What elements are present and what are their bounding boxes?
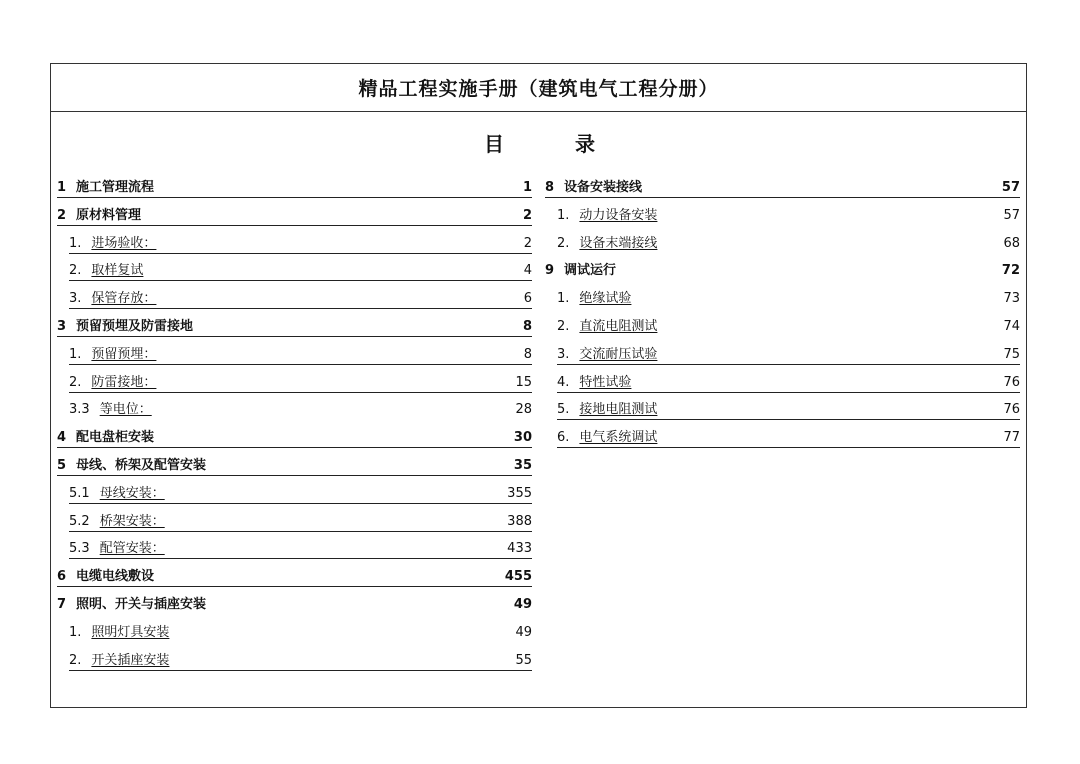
toc-entry-text: 特性试验 (579, 374, 632, 390)
toc-entry-label (69, 651, 169, 671)
toc-entry-label (57, 595, 206, 615)
toc-entry-page: 4 (523, 263, 532, 279)
toc-entry-page: 68 (1003, 235, 1020, 251)
toc-entry-page: 35 (513, 457, 532, 473)
toc-entry-page: 57 (1001, 180, 1020, 195)
toc-heading (51, 128, 1026, 158)
toc-entry-label (69, 345, 156, 365)
toc-entry-page: 30 (513, 430, 532, 446)
toc-entry-page: 2 (522, 207, 532, 223)
toc-entry-text: 母线、桥架及配管安装 (76, 457, 207, 473)
toc-entry-label (69, 373, 156, 393)
toc-heading-left: 目 (484, 132, 504, 156)
document-title: 精品工程实施手册（建筑电气工程分册） (51, 64, 1026, 112)
toc-entry-label (557, 317, 657, 337)
toc-entry-number: 5. (557, 402, 570, 418)
toc-entry-label (557, 373, 631, 393)
toc-entry-text: 配管安装： (99, 541, 165, 557)
toc-entry-label (545, 178, 642, 198)
toc-entry[interactable] (57, 371, 532, 399)
toc-entry-page: 57 (1003, 207, 1020, 223)
toc-entry-text: 原材料管理 (76, 207, 142, 223)
toc-entry-label (69, 234, 156, 254)
toc-entry[interactable] (57, 454, 532, 482)
toc-entry-page: 75 (1003, 346, 1020, 362)
toc-entry-label (57, 178, 154, 198)
toc-entry-text: 交流耐压试验 (579, 346, 658, 362)
toc-entry[interactable] (545, 398, 1020, 426)
toc-entry-label (69, 512, 165, 532)
toc-entry-text: 动力设备安装 (579, 207, 658, 223)
toc-entry-number: 1. (69, 235, 82, 251)
toc-entry-label (57, 567, 154, 587)
toc-column-left (57, 176, 532, 676)
toc-entry[interactable] (57, 343, 532, 371)
toc-entry-number: 1. (557, 207, 570, 223)
toc-entry-number: 6. (557, 430, 570, 446)
toc-entry-text: 防雷接地： (91, 374, 157, 390)
toc-entry-page: 388 (507, 513, 532, 529)
toc-entry-page: 355 (507, 485, 532, 501)
toc-entry[interactable] (57, 204, 532, 232)
toc-heading-right: 录 (575, 132, 595, 156)
toc-entry[interactable] (545, 259, 1020, 287)
toc-entry[interactable] (545, 287, 1020, 315)
toc-entry-number: 5.2 (69, 513, 90, 529)
toc-entry-number: 1 (57, 180, 67, 195)
toc-entry-number: 5 (57, 457, 67, 473)
toc-entry[interactable] (57, 537, 532, 565)
toc-entry[interactable] (57, 482, 532, 510)
toc-entry-text: 预留预埋： (91, 346, 157, 362)
toc-entry-text: 绝缘试验 (579, 291, 632, 307)
toc-entry-label (69, 539, 165, 559)
toc-entry-number: 8 (545, 180, 555, 195)
toc-entry-page: 6 (523, 291, 532, 307)
toc-entry-text: 母线安装： (99, 485, 165, 501)
toc-entry-label (69, 623, 169, 643)
toc-entry-number: 4. (557, 374, 570, 390)
toc-entry[interactable] (57, 510, 532, 538)
toc-entry-text: 取样复试 (91, 263, 144, 279)
toc-entry-number: 1. (69, 346, 82, 362)
toc-entry-text: 等电位： (99, 402, 152, 418)
toc-entry-label (57, 428, 154, 448)
toc-entry-label (557, 400, 657, 420)
toc-entry-page: 1 (522, 180, 532, 195)
toc-entry-label (557, 345, 657, 365)
toc-entry-number: 1. (557, 291, 570, 307)
toc-entry[interactable] (57, 649, 532, 677)
toc-entry-text: 电气系统调试 (579, 430, 658, 446)
toc-entry-text: 施工管理流程 (76, 180, 155, 195)
toc-entry-label (57, 456, 206, 476)
toc-entry[interactable] (57, 426, 532, 454)
toc-entry[interactable] (57, 565, 532, 593)
toc-entry[interactable] (545, 232, 1020, 260)
toc-entry-label (69, 400, 152, 420)
toc-entry-page: 76 (1003, 402, 1020, 418)
toc-entry-number: 3 (57, 318, 67, 334)
toc-entry-text: 桥架安装： (99, 513, 165, 529)
toc-entry-label (57, 317, 193, 337)
toc-entry-text: 预留预埋及防雷接地 (76, 318, 194, 334)
toc-entry[interactable] (57, 315, 532, 343)
toc-entry-number: 2. (557, 235, 570, 251)
toc-entry-number: 1. (69, 624, 82, 640)
toc-entry-page: 55 (515, 652, 532, 668)
toc-entry-page: 76 (1003, 374, 1020, 390)
toc-entry[interactable] (57, 287, 532, 315)
toc-entry[interactable] (57, 398, 532, 426)
toc-entry-number: 3. (69, 291, 82, 307)
toc-entry[interactable] (57, 176, 532, 204)
toc-entry-number: 3.3 (69, 402, 90, 418)
toc-entry-page: 49 (515, 624, 532, 640)
toc-entry-text: 接地电阻测试 (579, 402, 658, 418)
toc-entry-number: 2. (557, 318, 570, 334)
toc-entry[interactable] (57, 259, 532, 287)
toc-entry-page: 8 (522, 318, 532, 334)
toc-entry-page: 15 (515, 374, 532, 390)
toc-entry-text: 配电盘柜安装 (76, 430, 155, 446)
toc-entry[interactable] (545, 204, 1020, 232)
toc-entry-label (69, 261, 143, 281)
toc-entry-number: 2 (57, 207, 67, 223)
toc-entry-page: 455 (504, 569, 532, 585)
toc-entry-label (557, 234, 657, 254)
toc-entry-page: 433 (507, 541, 532, 557)
toc-entry-label (557, 206, 657, 226)
toc-entry-text: 照明、开关与插座安装 (76, 596, 207, 612)
toc-entry-number: 2. (69, 652, 82, 668)
toc-column-right (545, 176, 1020, 454)
toc-entry-text: 调试运行 (564, 263, 617, 279)
toc-entry-text: 照明灯具安装 (91, 624, 170, 640)
toc-entry[interactable] (545, 371, 1020, 399)
toc-entry-number: 9 (545, 263, 555, 279)
toc-entry-page: 28 (515, 402, 532, 418)
toc-entry[interactable] (57, 593, 532, 621)
document-frame (50, 63, 1027, 708)
toc-entry-text: 电缆电线敷设 (76, 569, 155, 585)
toc-entry-text: 直流电阻测试 (579, 318, 658, 334)
toc-entry-number: 4 (57, 430, 67, 446)
toc-entry-number: 5.1 (69, 485, 90, 501)
toc-entry-page: 72 (1001, 263, 1020, 279)
toc-entry-page: 8 (523, 346, 532, 362)
toc-entry-label (557, 289, 631, 309)
toc-entry[interactable] (545, 176, 1020, 204)
toc-entry-page: 2 (523, 235, 532, 251)
toc-entry-label (69, 289, 156, 309)
toc-entry[interactable] (57, 621, 532, 649)
toc-entry-number: 7 (57, 596, 67, 612)
toc-entry-text: 保管存放： (91, 291, 157, 307)
toc-entry-number: 3. (557, 346, 570, 362)
toc-entry-page: 74 (1003, 318, 1020, 334)
toc-entry[interactable] (545, 343, 1020, 371)
toc-entry-text: 开关插座安装 (91, 652, 170, 668)
toc-entry-number: 5.3 (69, 541, 90, 557)
toc-entry-label (557, 428, 657, 448)
toc-entry[interactable] (545, 426, 1020, 454)
toc-entry-page: 49 (513, 596, 532, 612)
toc-entry-label (57, 206, 141, 226)
toc-entry-number: 2. (69, 374, 82, 390)
toc-entry-page: 77 (1003, 430, 1020, 446)
toc-entry-page: 73 (1003, 291, 1020, 307)
toc-entry-label (545, 261, 616, 281)
toc-entry-text: 设备安装接线 (564, 180, 643, 195)
toc-entry-text: 进场验收： (91, 235, 157, 251)
toc-entry[interactable] (57, 232, 532, 260)
toc-entry-number: 2. (69, 263, 82, 279)
toc-entry-text: 设备末端接线 (579, 235, 658, 251)
toc-entry[interactable] (545, 315, 1020, 343)
toc-entry-number: 6 (57, 569, 67, 585)
toc-entry-label (69, 484, 165, 504)
